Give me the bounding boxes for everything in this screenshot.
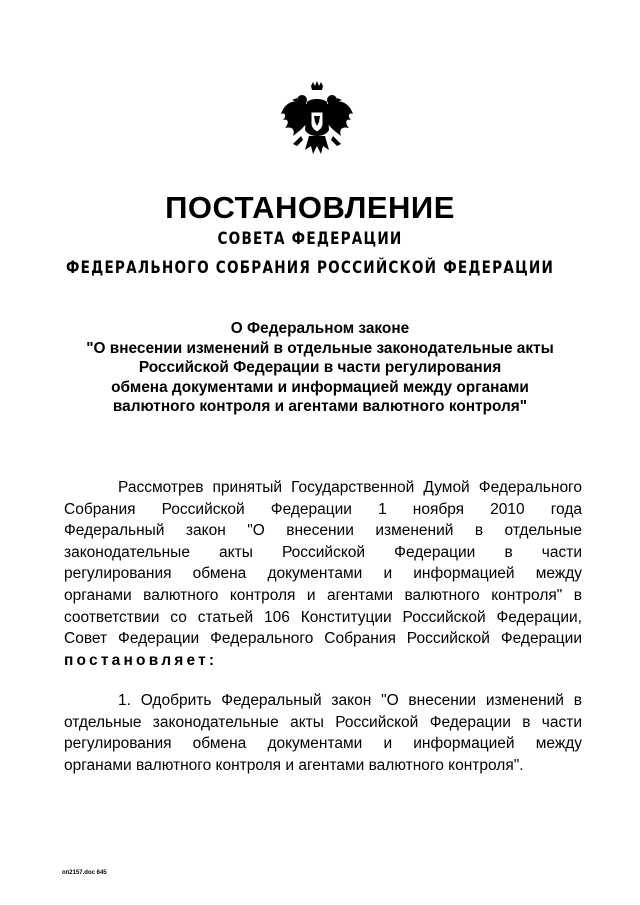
coat-of-arms-emblem: [275, 80, 361, 164]
law-title-line: Российской Федерации в части регулирования: [138, 359, 502, 377]
law-title-line: О Федеральном законе: [230, 320, 410, 337]
issuer-line-2: ФЕДЕРАЛЬНОГО СОБРАНИЯ РОССИЙСКОЙ ФЕДЕРАЦИИ: [65, 258, 555, 278]
resolves-word: постановляет:: [64, 651, 218, 669]
law-title-line: "О внесении изменений в отдельные законодательные акты: [86, 339, 554, 357]
document-type-title: ПОСТАНОВЛЕНИЕ: [165, 190, 455, 225]
preamble-line: Собрания Российской Федерации 1 ноября 2010 года: [64, 500, 582, 518]
preamble-line: Федеральный закон "О внесении изменений в отдельные: [64, 522, 582, 540]
preamble-line: Совет Федерации Федерального Собрания Российской Федерации: [64, 630, 582, 648]
issuer-line-1: СОВЕТА ФЕДЕРАЦИИ: [217, 229, 403, 249]
preamble-line: регулирования обмена документами и информацией между: [64, 565, 582, 583]
clause-line: отдельные законодательные акты Российской Федерации в части: [64, 713, 582, 731]
law-title-line: обмена документами и информацией между органами: [111, 378, 529, 396]
preamble-line: органами валютного контроля и агентами валютного контроля" в: [64, 586, 582, 604]
document-code: оп2157.doc 645: [62, 870, 107, 876]
preamble-paragraph: [64, 477, 582, 671]
clause-line: 1. Одобрить Федеральный закон "О внесении изменений в: [118, 692, 582, 709]
clause-line: органами валютного контроля и агентами валютного контроля".: [64, 756, 524, 774]
clause-line: регулирования обмена документами и информацией между: [64, 735, 582, 753]
preamble-line: соответствии со статьей 106 Конституции Российской Федерации,: [64, 608, 582, 626]
clause-1-paragraph: [64, 690, 582, 776]
law-title-block: [40, 319, 600, 417]
preamble-line: Рассмотрев принятый Государственной Думой Федерального: [118, 479, 582, 496]
law-title-line: валютного контроля и агентами валютного контроля": [112, 398, 528, 416]
preamble-line: законодательные акты Российской Федерации в части: [64, 543, 582, 561]
